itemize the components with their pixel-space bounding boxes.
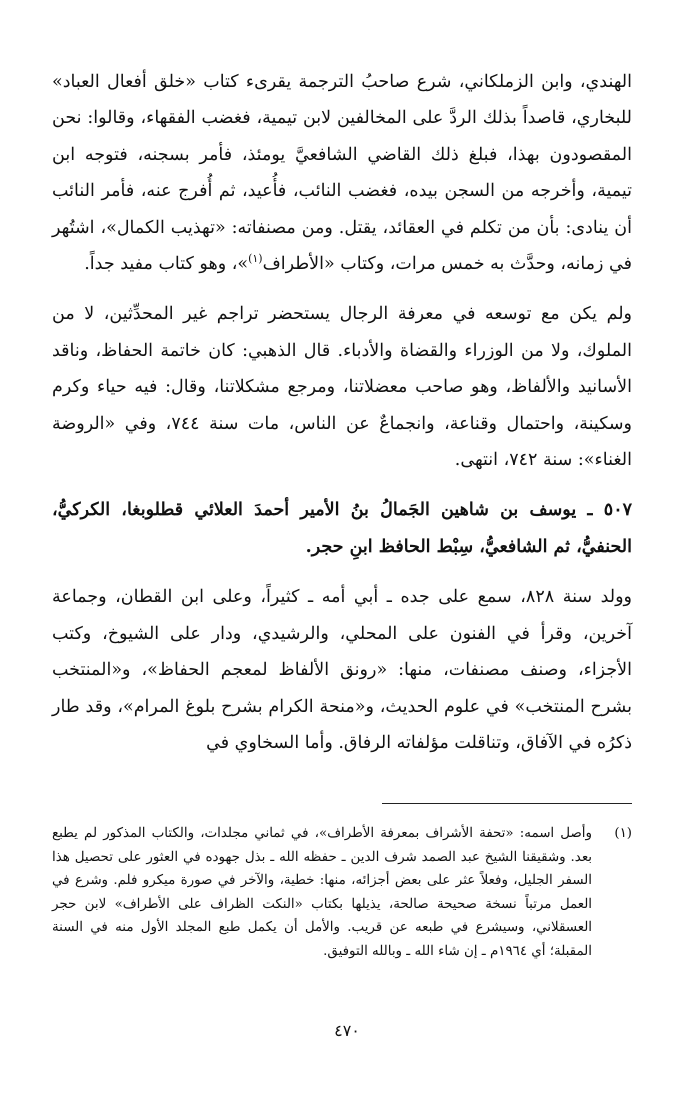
paragraph-1 (52, 64, 632, 282)
paragraph-4: وولد سنة ٨٢٨، سمع على جده ـ أبي أمه ـ كثيراً، وعلى ابن القطان، وجماعة آخرين، وقرأ في الفنون على المحلي، والرشيدي، ودار على الشيوخ، وكتب الأجزاء، وصنف مصنفات، منها: «رونق الألفاظ لمعجم الحفاظ»، و«المنتخب بشرح المنتخب» في علوم الحديث، و«منحة الكرام بشرح بلوغ المرام»، وقد طار ذكرُه في الآفاق، وتناقلت مؤلفاته الرفاق. وأما السخاوي في (52, 587, 633, 753)
footnote-number: (١) (614, 826, 632, 841)
footnote-reference: (١) (248, 252, 263, 266)
paragraph-1-text: الهندي، وابن الزملكاني، شرع صاحبُ الترجمة يقرىء كتاب «خلق أفعال العباد» للبخاري، قاصداً بذلك الردَّ على المخالفين لابن تيمية، فغضب الفقهاء، وقالوا: نحن المقصودون بهذا، فبلغ ذلك القاضي الشافعيَّ يومئذ، فأمر بسجنه، فتوجه ابن تيمية، وأخرجه من السجن بيده، فغضب النائب، فأُعيد، ثم أُفرج عنه، فأمر النائب أن ينادى: بأن من تكلم في العقائد، يقتل. ومن مصنفاته: «تهذيب الكمال»، اشتُهر في زمانه، وحدَّث به خمس مرات، وكتاب «الأطراف (52, 72, 632, 275)
paragraph-2: ولم يكن مع توسعه في معرفة الرجال يستحضر تراجم غير المحدِّثين، لا من الملوك، ولا من الوزراء والقضاة والأدباء. قال الذهبي: كان خاتمة الحفاظ، وناقد الأسانيد والألفاظ، وهو صاحب معضلاتنا، ومرجع مشكلاتنا، وقال: فيه حياء وكرم وسكينة، واحتمال وقناعة، وانجماعٌ عن الناس، مات سنة ٧٤٤، وفي «الروضة الغناء»: سنة ٧٤٢، انتهى. (52, 304, 632, 471)
footnote-text: وأصل اسمه: «تحفة الأشراف بمعرفة الأطراف»، في ثماني مجلدات، والكتاب المذكور لم يطبع بعد. وشقيقنا الشيخ عبد الصمد شرف الدين ـ حفظه الله ـ بذل جهوده في العثور على تحصيل هذا السفر الجليل، وفعلاً عثر على بعض أجزائه، منها: خطية، والآخر في صورة ميكرو فلم. وشرع في العمل مرتباً نسخة صحيحة صالحة، يذيلها بكتاب «النكت الظراف على الأطراف» لابن حجر العسقلاني، وسيشرع في طبعه عن قريب. والأمل أن يكمل طبع المجلد الأول منه في السنة المقبلة؛ أي ١٩٦٤م ـ إن شاء الله ـ وبالله التوفيق. (52, 826, 592, 959)
footnote (52, 822, 632, 963)
main-text (52, 64, 632, 761)
paragraph-1-tail: »، وهو كتاب مفيد جداً. (84, 254, 249, 275)
entry-heading-507: ٥٠٧ ـ يوسف بن شاهين الجَمالُ بنُ الأمير أحمدَ العلائي قطلوبغا، الكركيُّ، الحنفيُّ، ثم الشافعيُّ، سِبْط الحافظ ابنِ حجر. (52, 500, 632, 557)
page-number: ٤٧٠ (334, 1021, 360, 1040)
footnote-separator (382, 803, 632, 804)
